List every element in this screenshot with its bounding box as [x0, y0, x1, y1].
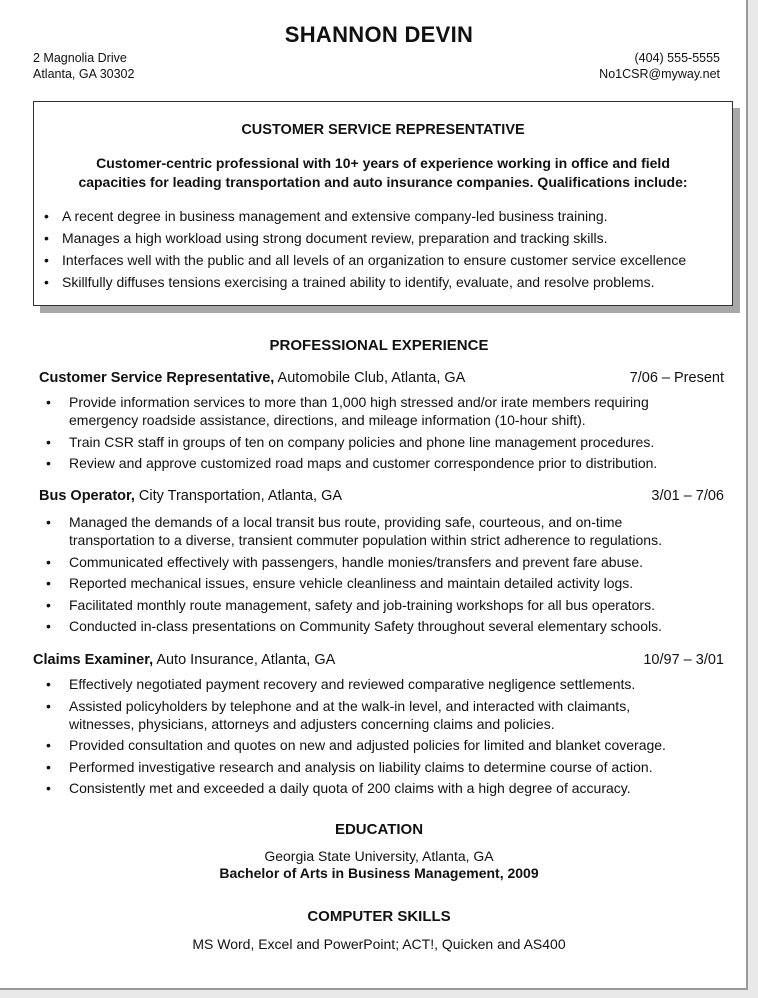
bullet-icon: •	[44, 274, 49, 290]
job-bullet: • Effectively negotiated payment recovery and reviewed comparative negligence settlements.	[46, 676, 636, 692]
summary-box	[33, 101, 733, 306]
bullet-icon: •	[46, 433, 51, 450]
candidate-name: SHANNON DEVIN	[284, 22, 474, 47]
bullet-icon: •	[44, 230, 49, 246]
bullet-icon: •	[46, 596, 51, 613]
bullet-icon: •	[46, 455, 51, 471]
bullet-icon: •	[46, 618, 51, 634]
job-bullet: • Performed investigative research and analysis on liability claims to determine course of action.	[46, 758, 653, 775]
education-degree: Bachelor of Arts in Business Management, 2009	[219, 865, 539, 881]
summary-intro	[34, 154, 732, 192]
education-school: Georgia State University, Atlanta, GA	[264, 848, 494, 864]
job-employer: Automobile Club, Atlanta, GA	[274, 370, 466, 386]
job-bullet: • Train CSR staff in groups of ten on company policies and phone line management procedures.	[46, 433, 655, 450]
job-bullet: • Consistently met and exceeded a daily quota of 200 claims with a high degree of accuracy.	[46, 780, 631, 796]
job-role: Claims Examiner,	[33, 652, 154, 668]
job-employer: City Transportation, Atlanta, GA	[134, 488, 343, 504]
job-bullet: • Provide information services to more than 1,000 high stressed and/or irate members requiring emergency roadside assistance, directions, and mileage information (10-hour shift).	[46, 394, 649, 428]
job-role: Bus Operator,	[39, 488, 135, 504]
address-line-2: Atlanta, GA 30302	[33, 67, 135, 81]
bullet-icon: •	[46, 697, 51, 714]
qualification-item: • Manages a high workload using strong document review, preparation and tracking skills.	[34, 227, 686, 249]
bullet-icon: •	[46, 780, 51, 796]
address-line-1: 2 Magnolia Drive	[33, 51, 127, 65]
bullet-icon: •	[44, 208, 49, 224]
qualification-item: • A recent degree in business management and extensive company-led business training.	[34, 205, 686, 227]
bullet-icon: •	[44, 252, 49, 268]
job-employer: Auto Insurance, Atlanta, GA	[153, 652, 336, 668]
contact-block	[599, 50, 720, 82]
summary-intro-line: Customer-centric professional with 10+ years of experience working in office and field	[96, 155, 670, 171]
job-bullet: • Review and approve customized road maps and customer correspondence prior to distribution.	[46, 455, 658, 471]
job-bullet: • Assisted policyholders by telephone and at the walk-in level, and interacted with claimants, witnesses, physicians, attorneys and adjusters concerning claims and policies.	[46, 697, 631, 732]
skills-heading: COMPUTER SKILLS	[307, 908, 451, 925]
job-title	[39, 488, 342, 504]
qualification-item: • Interfaces well with the public and all levels of an organization to ensure customer service excellence	[34, 249, 686, 271]
job-bullet: • Managed the demands of a local transit bus route, providing safe, courteous, and on-time transportation to a diverse, transient commuter population within strict adherence to regulations.	[46, 514, 662, 548]
job-bullets	[0, 675, 758, 801]
bullet-icon: •	[46, 394, 51, 410]
bullet-icon: •	[46, 575, 51, 591]
bullet-icon: •	[46, 758, 51, 775]
job-dates: 10/97 – 3/01	[643, 652, 724, 668]
job-bullets	[0, 393, 758, 476]
job-bullet: • Facilitated monthly route management, safety and job-training workshops for all bus operators.	[46, 596, 655, 613]
job-title	[39, 370, 465, 386]
job-bullet: • Communicated effectively with passengers, handle monies/transfers and prevent fare abuse.	[46, 553, 644, 570]
job-dates: 3/01 – 7/06	[651, 488, 724, 504]
bullet-icon: •	[46, 676, 51, 692]
job-header	[0, 652, 758, 672]
bullet-icon: •	[46, 553, 51, 570]
summary-title: CUSTOMER SERVICE REPRESENTATIVE	[241, 122, 525, 138]
qualification-item: • Skillfully diffuses tensions exercising a trained ability to identify, evaluate, and resolve problems.	[34, 271, 686, 293]
job-bullet: • Provided consultation and quotes on new and adjusted policies for limited and blanket coverage.	[46, 737, 666, 753]
bullet-icon: •	[46, 737, 51, 753]
qualifications-list	[34, 205, 686, 293]
job-role: Customer Service Representative,	[39, 370, 275, 386]
email-address: No1CSR@myway.net	[599, 67, 720, 81]
summary-intro-line: capacities for leading transportation and auto insurance companies. Qualifications include:	[78, 174, 688, 190]
job-dates: 7/06 – Present	[629, 370, 724, 386]
address-block	[33, 50, 134, 82]
job-header	[0, 370, 758, 390]
job-title	[33, 652, 335, 668]
job-bullets	[0, 513, 758, 639]
job-header	[0, 488, 758, 508]
job-bullet: • Reported mechanical issues, ensure vehicle cleanliness and maintain detailed activity logs.	[46, 575, 634, 591]
education-heading: EDUCATION	[334, 821, 424, 838]
skills-list: MS Word, Excel and PowerPoint; ACT!, Quicken and AS400	[192, 936, 566, 952]
job-bullet: • Conducted in-class presentations on Community Safety throughout several elementary schools.	[46, 618, 662, 634]
phone-number: (404) 555-5555	[634, 51, 720, 65]
bullet-icon: •	[46, 514, 51, 530]
experience-heading: PROFESSIONAL EXPERIENCE	[269, 337, 489, 354]
